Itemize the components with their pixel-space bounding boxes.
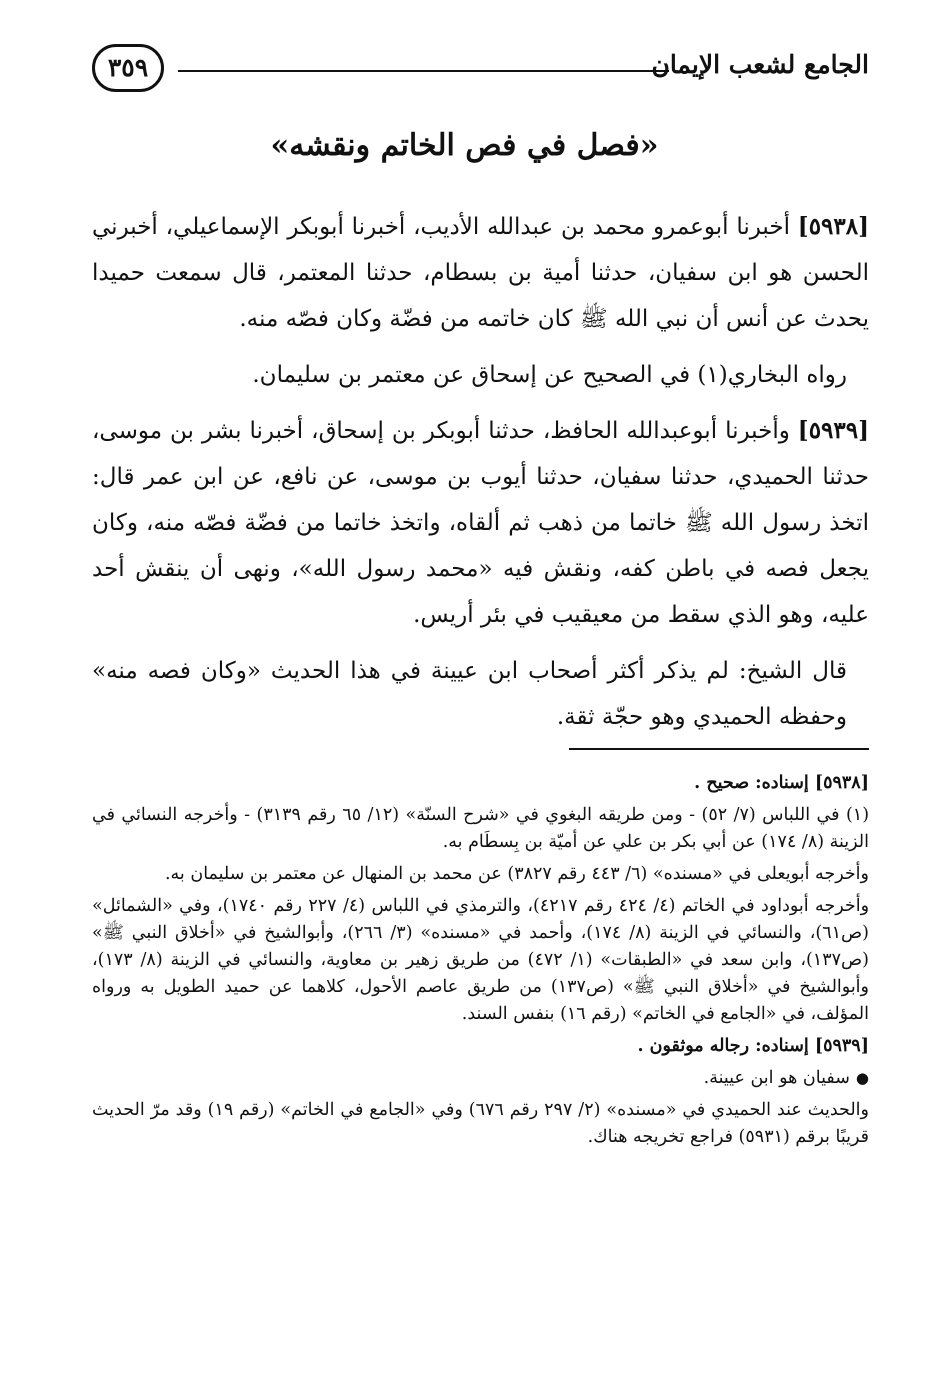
running-title: الجامع لشعب الإيمان: [651, 50, 869, 79]
hadith-paragraph: [92, 408, 869, 638]
page-number: ٣٥٩: [92, 44, 164, 92]
sheikh-comment: [92, 648, 869, 740]
chapter-title: «فصل في فص الخاتم ونقشه»: [270, 128, 659, 163]
footnote: والحديث عند الحميدي في «مسنده» (٢/ ٢٩٧ رقم ٦٧٦) وفي «الجامع في الخاتم» (رقم ١٩) وقد مرّ الحديث قريبًا برقم (٥٩٣١) فراجع تخريجه هناك.: [92, 1100, 869, 1147]
main-text: [92, 204, 869, 740]
footnote-text: سفيان هو ابن عيينة.: [703, 1068, 850, 1088]
footnote-isnad-label: [٥٩٣٩] إسناده: رجاله موثقون .: [637, 1036, 869, 1056]
hadith-text: وأخبرنا أبوعبدالله الحافظ، حدثنا أبوبكر بن إسحاق، أخبرنا بشر بن موسى، حدثنا الحميدي، حدثنا سفيان، حدثنا أيوب بن موسى، عن نافع، عن ابن عمر قال: اتخذ رسول الله ﷺ خاتما من ذهب ثم ألقاه، واتخذ خاتما من فضّة فصّه منه، وكان يجعل فصه في باطن كفه، ونقش فيه «محمد رسول الله»، ونهى أن ينقش أحد عليه، وهو الذي سقط من معيقيب في بئر أريس.: [92, 418, 869, 628]
footnote-rule: [569, 748, 869, 750]
hadith-number: [٥٩٣٩]: [797, 417, 869, 444]
hadith-number: [٥٩٣٨]: [797, 213, 869, 240]
narration-text: رواه البخاري(١) في الصحيح عن إسحاق عن معتمر بن سليمان.: [252, 362, 847, 388]
narration-note: [92, 352, 869, 398]
bullet-icon: ●: [855, 1069, 869, 1087]
footnotes: [92, 770, 869, 1156]
footnote-isnad-label: [٥٩٣٨] إسناده: صحيح .: [694, 773, 869, 793]
page-header: [92, 44, 869, 108]
footnote: وأخرجه أبويعلى في «مسنده» (٦/ ٤٤٣ رقم ٣٨٢٧) عن محمد بن المنهال عن معتمر بن سليمان به.: [164, 864, 869, 884]
comment-text: قال الشيخ: لم يذكر أكثر أصحاب ابن عيينة في هذا الحديث «وكان فصه منه» وحفظه الحميدي وهو حجّة ثقة.: [92, 658, 847, 730]
hadith-text: أخبرنا أبوعمرو محمد بن عبدالله الأديب، أخبرنا أبوبكر الإسماعيلي، أخبرني الحسن هو ابن سفيان، حدثنا أمية بن بسطام، حدثنا المعتمر، قال سمعت حميدا يحدث عن أنس أن نبي الله ﷺ كان خاتمه من فضّة وكان فصّه منه.: [92, 214, 869, 332]
footnote: وأخرجه أبوداود في الخاتم (٤/ ٤٢٤ رقم ٤٢١٧)، والترمذي في اللباس (٤/ ٢٢٧ رقم ١٧٤٠)، وفي «الشمائل» (ص٦١)، والنسائي في الزينة (٨/ ١٧٤)، وأحمد في «مسنده» (٣/ ٢٦٦)، وأبوالشيخ في «أخلاق النبي ﷺ» (ص١٣٧)، وابن سعد في «الطبقات» (١/ ٤٧٢) من طريق زهير بن معاوية، والنسائي في الزينة (٨/ ١٧٣)، وأبوالشيخ في «أخلاق النبي ﷺ» (ص١٣٧) من طريق عاصم الأحول، كلاهما عن حميد الطويل به ورواه المؤلف، في «الجامع في الخاتم» (رقم ١٦) بنفس السند.: [92, 896, 870, 1024]
footnote-bullet-line: [92, 1065, 869, 1092]
footnote: (١) في اللباس (٧/ ٥٢) - ومن طريقه البغوي في «شرح السنّة» (١٢/ ٦٥ رقم ٣١٣٩) - وأخرجه النسائي في الزينة (٨/ ١٧٤) عن أبي بكر بن علي عن أميّة بن بِسطَام به.: [92, 805, 870, 852]
header-rule: [178, 70, 669, 72]
hadith-paragraph: [92, 204, 869, 342]
